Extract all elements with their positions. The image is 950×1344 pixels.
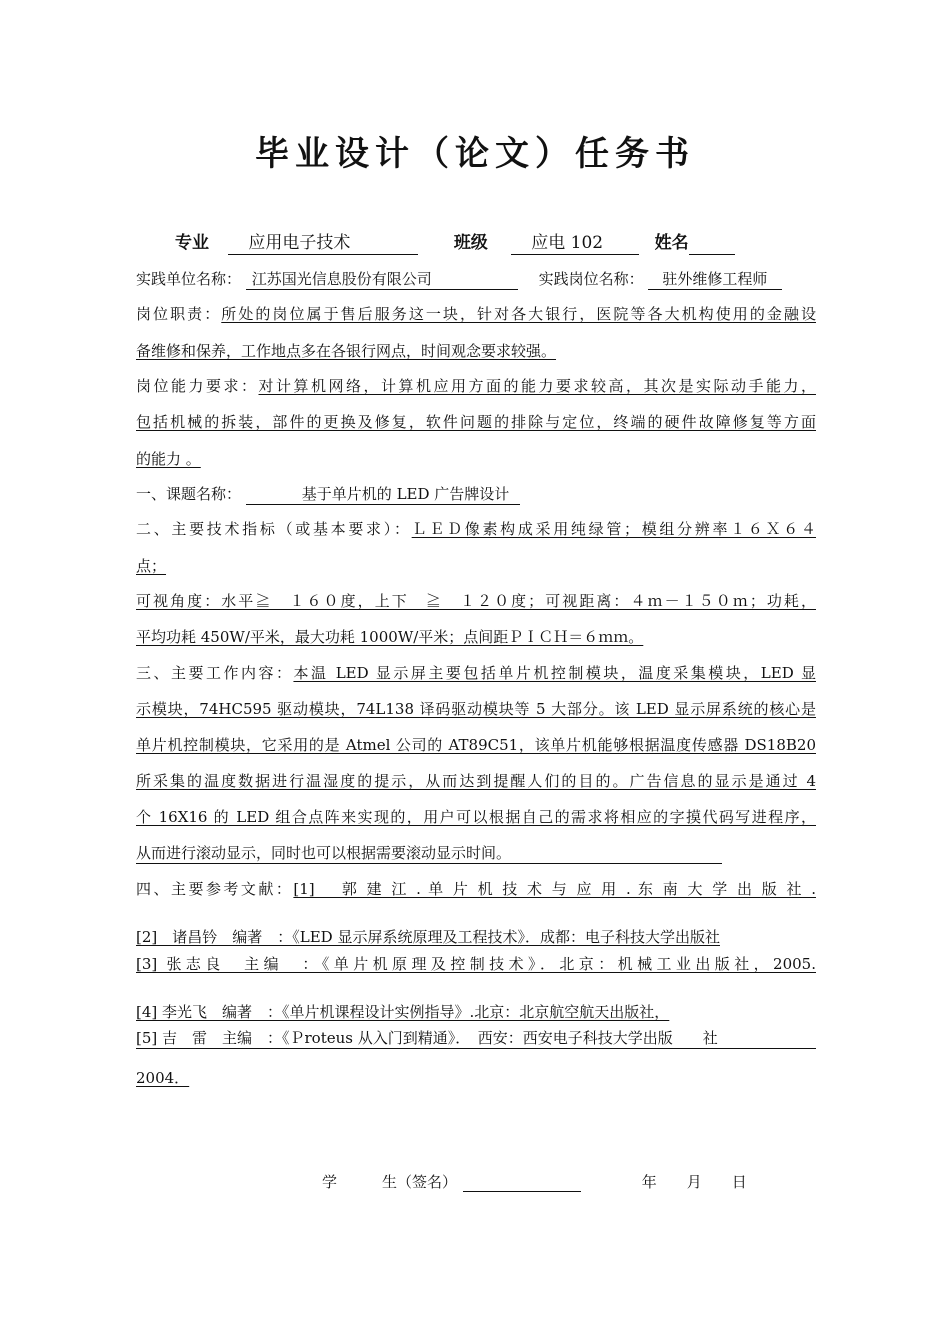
ref-line-4 (136, 1002, 816, 1022)
work-text-6: 从而进行滚动显示，同时也可以根据需要滚动显示时间。 (136, 844, 512, 862)
spec-line-4 (136, 627, 816, 647)
ability-line-1 (136, 376, 816, 396)
major-label: 专业 (175, 233, 209, 253)
practice-post-label: 实践岗位名称： (538, 270, 644, 288)
class-value: 应电 102 (531, 233, 604, 253)
ref-wrap-5 (136, 1028, 816, 1049)
class-value-wrap (511, 232, 639, 255)
spec-text-3: 可视角度：水平≧ １６０度，上下 ≧ １２０度；可视距离：４ｍ－１５０ｍ；功耗， (136, 592, 816, 610)
signature-row (322, 1172, 762, 1192)
practice-unit-wrap (246, 269, 518, 290)
duty-text-2: 备维修和保养，工作地点多在各银行网点，时间观念要求较强。 (136, 342, 557, 360)
spec-text-1: ＬＥＤ像素构成采用纯绿管；模组分辨率１６Ｘ６４ (411, 520, 816, 538)
work-text-2: 示模块，74HC595 驱动模块，74L138 译码驱动模块等 5 大部分。该 LED 显示屏系统的核心是 (136, 700, 816, 718)
topic-label: 一、课题名称： (136, 485, 242, 503)
ref-line-1 (136, 879, 816, 899)
work-line-3 (136, 735, 816, 755)
ref-line-3 (136, 954, 816, 974)
ref-4: [4] 李光飞 编著 ：《单片机课程设计实例指导》.北京：北京航空航天出版社， (136, 1003, 670, 1021)
ref-line-2 (136, 927, 816, 947)
ability-label: 岗位能力要求： (136, 377, 259, 395)
topic-value: 基于单片机的 LED 广告牌设计 (301, 485, 510, 503)
work-line-5 (136, 807, 816, 827)
name-label: 姓名 (654, 233, 689, 253)
document-title: 毕业设计（论文）任务书 (255, 134, 695, 174)
practice-unit-value: 江苏国光信息股份有限公司 (251, 270, 432, 288)
duty-text-1: 所处的岗位属于售后服务这一块，针对各大银行，医院等各大机构使用的金融设 (221, 305, 816, 323)
work-text-3: 单片机控制模块，它采用的是 Atmel 公司的 AT89C51，该单片机能够根据温度传感器 DS18B20 (136, 736, 816, 754)
practice-post-wrap (648, 269, 782, 290)
header-row (175, 232, 735, 255)
work-wrap-6 (136, 843, 722, 864)
work-line-4 (136, 771, 816, 791)
work-label: 三、主要工作内容： (136, 664, 294, 682)
topic-row (136, 484, 816, 505)
date-label: 年 月 日 (641, 1173, 747, 1191)
ability-line-2 (136, 412, 816, 432)
ref-5: [5] 吉 雷 主编 ：《Ｐroteus 从入门到精通》． 西安：西安电子科技大学出版 社 (136, 1029, 718, 1047)
spec-text-4: 平均功耗 450W/平米，最大功耗 1000W/平米；点间距ＰＩＣＨ＝６ｍｍ。 (136, 628, 644, 646)
ability-text-1: 对计算机网络，计算机应用方面的能力要求较高，其次是实际动手能力， (258, 377, 816, 395)
class-label: 班级 (453, 233, 488, 253)
spec-text-2: 点； (136, 557, 167, 575)
spec-label: 二、主要技术指标（或基本要求）： (136, 520, 412, 538)
ability-line-3 (136, 449, 816, 469)
spec-line-2 (136, 556, 816, 576)
work-text-1: 本温 LED 显示屏主要包括单片机控制模块，温度采集模块，LED 显 (293, 664, 816, 682)
practice-row (136, 269, 816, 290)
spec-line-3 (136, 591, 816, 611)
signature-blank (463, 1173, 581, 1192)
ref-5-year: 2004． (136, 1069, 190, 1087)
ability-text-2: 包括机械的拆装，部件的更换及修复，软件问题的排除与定位，终端的硬件故障修复等方面 (136, 413, 816, 431)
practice-unit-label: 实践单位名称： (136, 270, 242, 288)
topic-wrap (246, 484, 520, 505)
duty-line-1 (136, 304, 816, 324)
ref-1: [1] 郭 建 江 . 单 片 机 技 术 与 应 用 . 东 南 大 学 出 版 社 . (293, 880, 816, 898)
major-value-wrap (228, 232, 418, 255)
duty-label: 岗位职责： (136, 305, 222, 323)
ability-text-3: 的能力 。 (136, 450, 201, 468)
work-line-2 (136, 699, 816, 719)
spec-line-1 (136, 519, 816, 539)
practice-post-value: 驻外维修工程师 (662, 270, 768, 288)
work-line-1 (136, 663, 816, 683)
work-text-5: 个 16X16 的 LED 组合点阵来实现的，用户可以根据自己的需求将相应的字摸代码写进程序， (136, 808, 816, 826)
work-line-6 (136, 843, 816, 864)
ref-line-6 (136, 1068, 816, 1088)
ref-line-5 (136, 1028, 816, 1049)
duty-line-2 (136, 341, 816, 361)
name-blank (689, 236, 735, 255)
work-text-4: 所采集的温度数据进行温湿度的提示，从而达到提醒人们的目的。广告信息的显示是通过 4 (136, 772, 816, 790)
major-value: 应用电子技术 (248, 233, 351, 253)
ref-3: [3] 张志良 主编 ：《单片机原理及控制技术》．北京：机械工业出版社，2005. (136, 955, 816, 973)
ref-label: 四、主要参考文献： (136, 880, 294, 898)
student-signature-label: 学 生（签名） (322, 1173, 458, 1191)
ref-2: [2] 诸昌钤 编著 ：《LED 显示屏系统原理及工程技术》．成都：电子科技大学出版社 (136, 928, 720, 946)
